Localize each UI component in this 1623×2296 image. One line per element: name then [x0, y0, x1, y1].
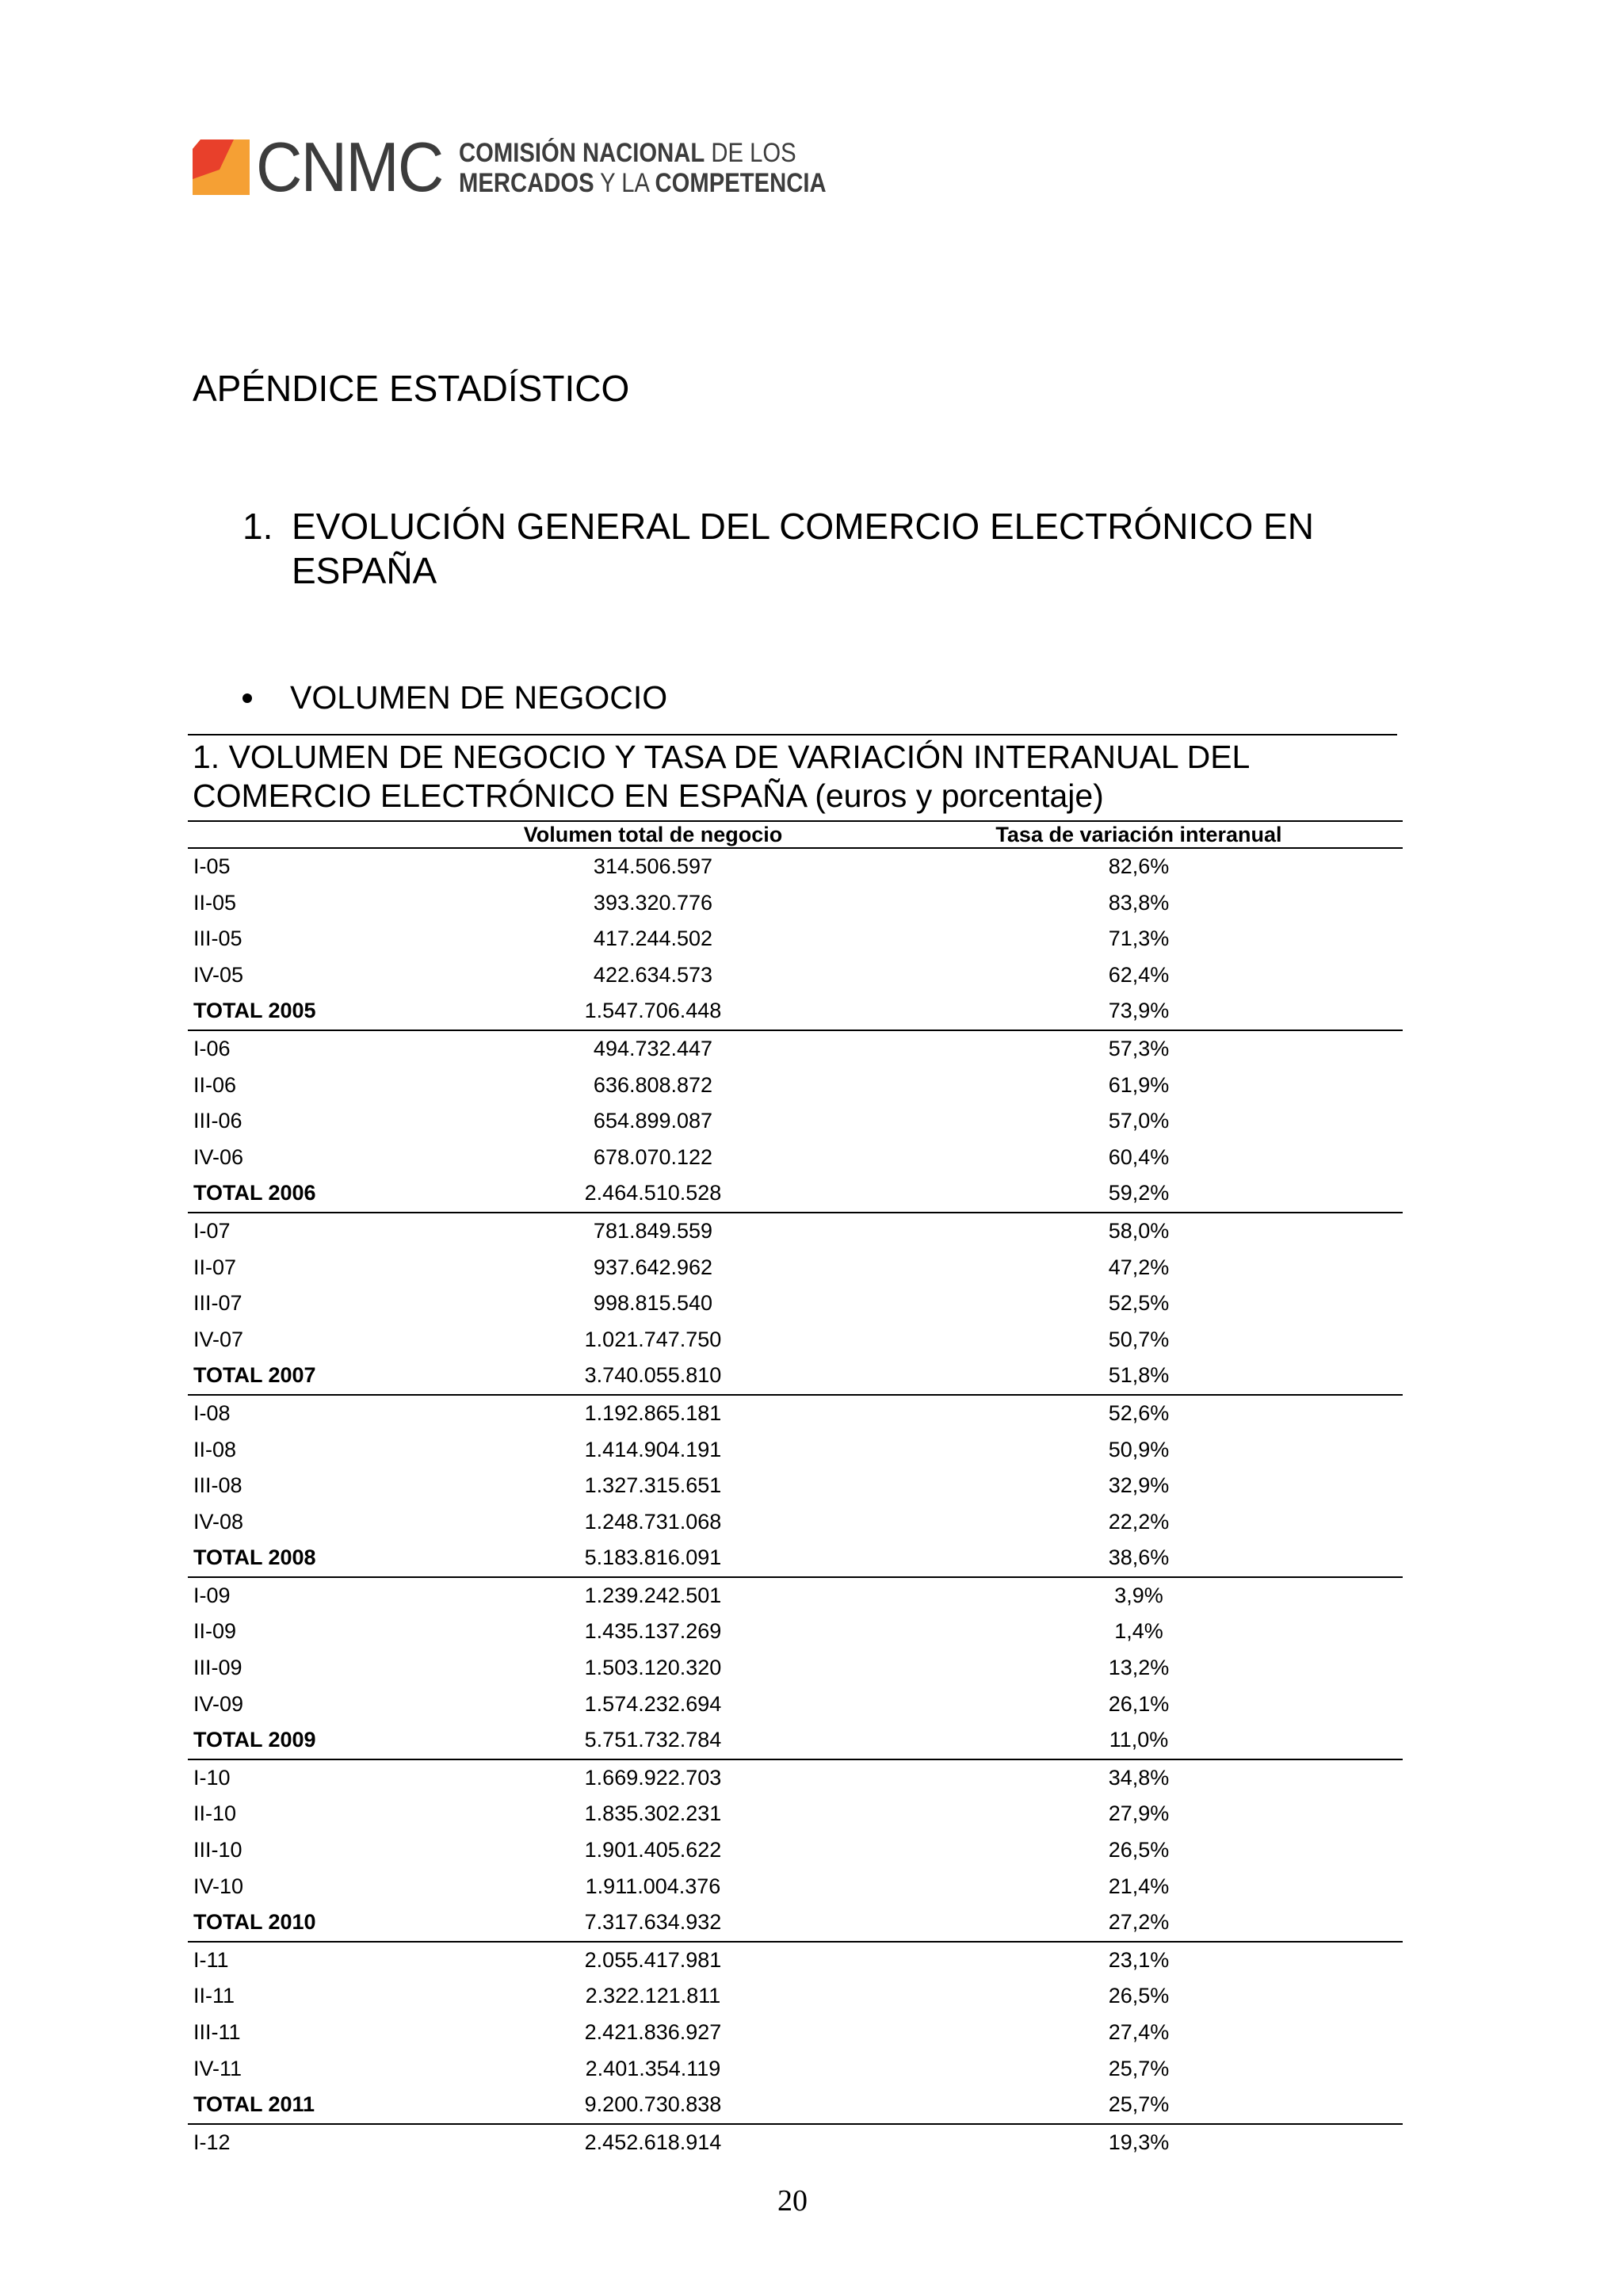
cell-volume: 1.503.120.320 — [584, 1656, 722, 1680]
table-row — [188, 1103, 1403, 1140]
table-row — [188, 2051, 1403, 2088]
cell-rate: 27,9% — [1108, 1801, 1170, 1826]
cell-period: II-07 — [193, 1255, 237, 1279]
cell-period: TOTAL 2008 — [188, 1540, 431, 1577]
logo-line-2 — [459, 168, 827, 198]
table-row — [188, 1978, 1403, 2015]
cell-volume: 636.808.872 — [593, 1072, 713, 1097]
cell-volume: 1.435.137.269 — [584, 1619, 722, 1644]
cell-rate: 47,2% — [1108, 1255, 1170, 1279]
table-row — [188, 1869, 1403, 1905]
cell-rate: 25,7% — [1108, 2056, 1170, 2080]
page-number: 20 — [777, 2184, 808, 2218]
table-row — [188, 1250, 1403, 1286]
logo-line2-bold-a: MERCADOS — [459, 168, 594, 198]
cell-rate: 23,1% — [1108, 1947, 1170, 1972]
cell-volume: 1.021.747.750 — [584, 1327, 722, 1351]
cell-rate: 82,6% — [1108, 854, 1170, 878]
cell-volume: 1.192.865.181 — [584, 1400, 722, 1425]
cell-period: TOTAL 2011 — [188, 2087, 431, 2124]
table-row — [188, 1395, 1403, 1432]
data-table — [188, 820, 1403, 2160]
table-total-row — [188, 1175, 1403, 1213]
cell-volume: 1.327.315.651 — [584, 1473, 722, 1498]
cell-volume: 2.464.510.528 — [431, 1175, 875, 1213]
cell-rate: 13,2% — [1108, 1656, 1170, 1680]
logo-line1-bold: COMISIÓN NACIONAL — [459, 138, 705, 168]
bullet-text: VOLUMEN DE NEGOCIO — [290, 679, 668, 716]
table-row — [188, 2015, 1403, 2051]
cell-period: I-08 — [193, 1400, 231, 1425]
table-row — [188, 2124, 1403, 2161]
cell-rate: 1,4% — [1114, 1619, 1163, 1644]
cell-volume: 678.070.122 — [593, 1144, 713, 1169]
logo-letters: CNMC — [256, 128, 443, 206]
cell-volume: 781.849.559 — [593, 1218, 713, 1243]
cell-rate: 25,7% — [875, 2087, 1403, 2124]
table-total-row — [188, 1358, 1403, 1395]
cell-volume: 422.634.573 — [593, 962, 713, 987]
table-row — [188, 1468, 1403, 1504]
appendix-title: APÉNDICE ESTADÍSTICO — [193, 368, 630, 409]
cell-rate: 38,6% — [875, 1540, 1403, 1577]
cell-rate: 71,3% — [1108, 926, 1170, 951]
cell-rate: 51,8% — [875, 1358, 1403, 1395]
table-total-row — [188, 2087, 1403, 2124]
cell-period: TOTAL 2006 — [188, 1175, 431, 1213]
cell-volume: 393.320.776 — [593, 890, 713, 915]
cell-rate: 27,4% — [1108, 2020, 1170, 2044]
cell-volume: 937.642.962 — [593, 1255, 713, 1279]
cell-rate: 60,4% — [1108, 1144, 1170, 1169]
cell-rate: 22,2% — [1108, 1509, 1170, 1534]
cell-period: I-06 — [193, 1036, 231, 1060]
table-caption: 1. VOLUMEN DE NEGOCIO Y TASA DE VARIACIÓN INTERANUAL DEL COMERCIO ELECTRÓNICO EN ESPAÑA (euros y porcentaje) — [193, 739, 1249, 814]
cell-volume: 5.751.732.784 — [431, 1722, 875, 1759]
cell-volume: 2.055.417.981 — [584, 1947, 722, 1972]
table-row — [188, 1614, 1403, 1650]
cell-period: II-08 — [193, 1437, 237, 1461]
logo-line2-bold-b: COMPETENCIA — [655, 168, 827, 198]
cell-period: II-06 — [193, 1072, 237, 1097]
cell-rate: 73,9% — [875, 993, 1403, 1030]
cell-period: III-06 — [193, 1109, 242, 1133]
cell-period: III-05 — [193, 926, 242, 951]
section-number: 1. — [242, 506, 273, 547]
cell-rate: 32,9% — [1108, 1473, 1170, 1498]
cell-rate: 52,5% — [1108, 1291, 1170, 1316]
table-row — [188, 921, 1403, 957]
cell-period: II-11 — [193, 1984, 235, 2008]
cell-volume: 7.317.634.932 — [431, 1904, 875, 1942]
cell-period: I-12 — [193, 2130, 231, 2154]
cell-rate: 59,2% — [875, 1175, 1403, 1213]
cell-volume: 3.740.055.810 — [431, 1358, 875, 1395]
cell-rate: 21,4% — [1108, 1874, 1170, 1898]
cell-rate: 58,0% — [1108, 1218, 1170, 1243]
cell-volume: 1.248.731.068 — [584, 1509, 722, 1534]
cell-period: I-07 — [193, 1218, 231, 1243]
cell-volume: 314.506.597 — [593, 854, 713, 878]
cell-volume: 2.421.836.927 — [584, 2020, 722, 2044]
cell-volume: 1.835.302.231 — [584, 1801, 722, 1826]
table-row — [188, 1832, 1403, 1869]
cnmc-logo — [193, 128, 827, 206]
cell-period: III-09 — [193, 1656, 242, 1680]
logo-line2-light: Y LA — [594, 168, 655, 198]
cell-rate: 11,0% — [875, 1722, 1403, 1759]
logo-line-1 — [459, 138, 796, 168]
cell-period: IV-05 — [193, 962, 244, 987]
cell-period: TOTAL 2009 — [188, 1722, 431, 1759]
table-row — [188, 1650, 1403, 1687]
table-row — [188, 885, 1403, 922]
cell-volume: 417.244.502 — [593, 926, 713, 951]
cell-period: III-07 — [193, 1291, 242, 1316]
table-total-row — [188, 1904, 1403, 1942]
table-row — [188, 1687, 1403, 1723]
cell-period: I-11 — [193, 1947, 229, 1972]
cell-rate: 83,8% — [1108, 890, 1170, 915]
caption-top-rule — [188, 734, 1397, 735]
cell-period: IV-06 — [193, 1144, 244, 1169]
cell-rate: 26,5% — [1108, 1984, 1170, 2008]
cell-period: TOTAL 2007 — [188, 1358, 431, 1395]
cell-volume: 2.452.618.914 — [584, 2130, 722, 2154]
cell-rate: 62,4% — [1108, 962, 1170, 987]
table-row — [188, 1068, 1403, 1104]
cell-period: II-10 — [193, 1801, 237, 1826]
cell-volume: 1.901.405.622 — [584, 1838, 722, 1862]
cell-rate: 61,9% — [1108, 1072, 1170, 1097]
cell-volume: 1.547.706.448 — [431, 993, 875, 1030]
table-row — [188, 1030, 1403, 1068]
table-row — [188, 848, 1403, 885]
cell-volume: 494.732.447 — [593, 1036, 713, 1060]
cnmc-logo-mark-icon — [193, 139, 250, 195]
cell-volume: 654.899.087 — [593, 1109, 713, 1133]
cell-rate: 52,6% — [1108, 1400, 1170, 1425]
cell-rate: 57,0% — [1108, 1109, 1170, 1133]
table-row — [188, 957, 1403, 994]
cell-rate: 50,9% — [1108, 1437, 1170, 1461]
table-row — [188, 1759, 1403, 1797]
cell-period: I-10 — [193, 1765, 231, 1790]
cell-period: IV-09 — [193, 1691, 244, 1716]
logo-line1-light: DE LOS — [705, 138, 796, 168]
section-title: EVOLUCIÓN GENERAL DEL COMERCIO ELECTRÓNICO EN ESPAÑA — [292, 506, 1314, 591]
cell-period: I-09 — [193, 1583, 231, 1607]
cell-volume: 1.669.922.703 — [584, 1765, 722, 1790]
table-row — [188, 1577, 1403, 1614]
cell-volume: 1.239.242.501 — [584, 1583, 722, 1607]
table-row — [188, 1140, 1403, 1176]
cell-volume: 5.183.816.091 — [431, 1540, 875, 1577]
cell-volume: 9.200.730.838 — [431, 2087, 875, 2124]
cell-period: IV-10 — [193, 1874, 244, 1898]
table-row — [188, 1504, 1403, 1541]
table-header-row — [188, 821, 1403, 848]
header-rate: Tasa de variación interanual — [875, 821, 1403, 848]
header-volume: Volumen total de negocio — [431, 821, 875, 848]
cell-period: IV-07 — [193, 1327, 244, 1351]
cell-volume: 2.322.121.811 — [585, 1984, 721, 2008]
cell-rate: 27,2% — [875, 1904, 1403, 1942]
cell-volume: 1.414.904.191 — [584, 1437, 722, 1461]
cell-period: I-05 — [193, 854, 231, 878]
cell-period: III-08 — [193, 1473, 242, 1498]
cell-period: TOTAL 2010 — [188, 1904, 431, 1942]
table-row — [188, 1286, 1403, 1322]
cell-rate: 3,9% — [1114, 1583, 1163, 1607]
table-total-row — [188, 1540, 1403, 1577]
cell-rate: 57,3% — [1108, 1036, 1170, 1060]
cell-rate: 26,5% — [1108, 1838, 1170, 1862]
table-row — [188, 1942, 1403, 1979]
cell-period: III-11 — [193, 2020, 241, 2044]
table-row — [188, 1432, 1403, 1469]
table-row — [188, 1213, 1403, 1250]
cell-period: IV-11 — [193, 2056, 242, 2080]
table-row — [188, 1322, 1403, 1358]
cell-rate: 50,7% — [1108, 1327, 1170, 1351]
cell-rate: 19,3% — [1108, 2130, 1170, 2154]
cell-period: II-05 — [193, 890, 237, 915]
cell-period: III-10 — [193, 1838, 242, 1862]
header-period — [188, 821, 431, 848]
cell-period: TOTAL 2005 — [188, 993, 431, 1030]
cell-rate: 26,1% — [1108, 1691, 1170, 1716]
cell-period: IV-08 — [193, 1509, 244, 1534]
bullet-dot-icon — [242, 693, 252, 703]
cell-volume: 1.911.004.376 — [585, 1874, 721, 1898]
table-total-row — [188, 1722, 1403, 1759]
cell-period: II-09 — [193, 1619, 237, 1644]
cell-volume: 2.401.354.119 — [585, 2056, 721, 2080]
table-row — [188, 1796, 1403, 1832]
cell-volume: 998.815.540 — [593, 1291, 713, 1316]
table-total-row — [188, 993, 1403, 1030]
cell-volume: 1.574.232.694 — [584, 1691, 722, 1716]
cell-rate: 34,8% — [1108, 1765, 1170, 1790]
